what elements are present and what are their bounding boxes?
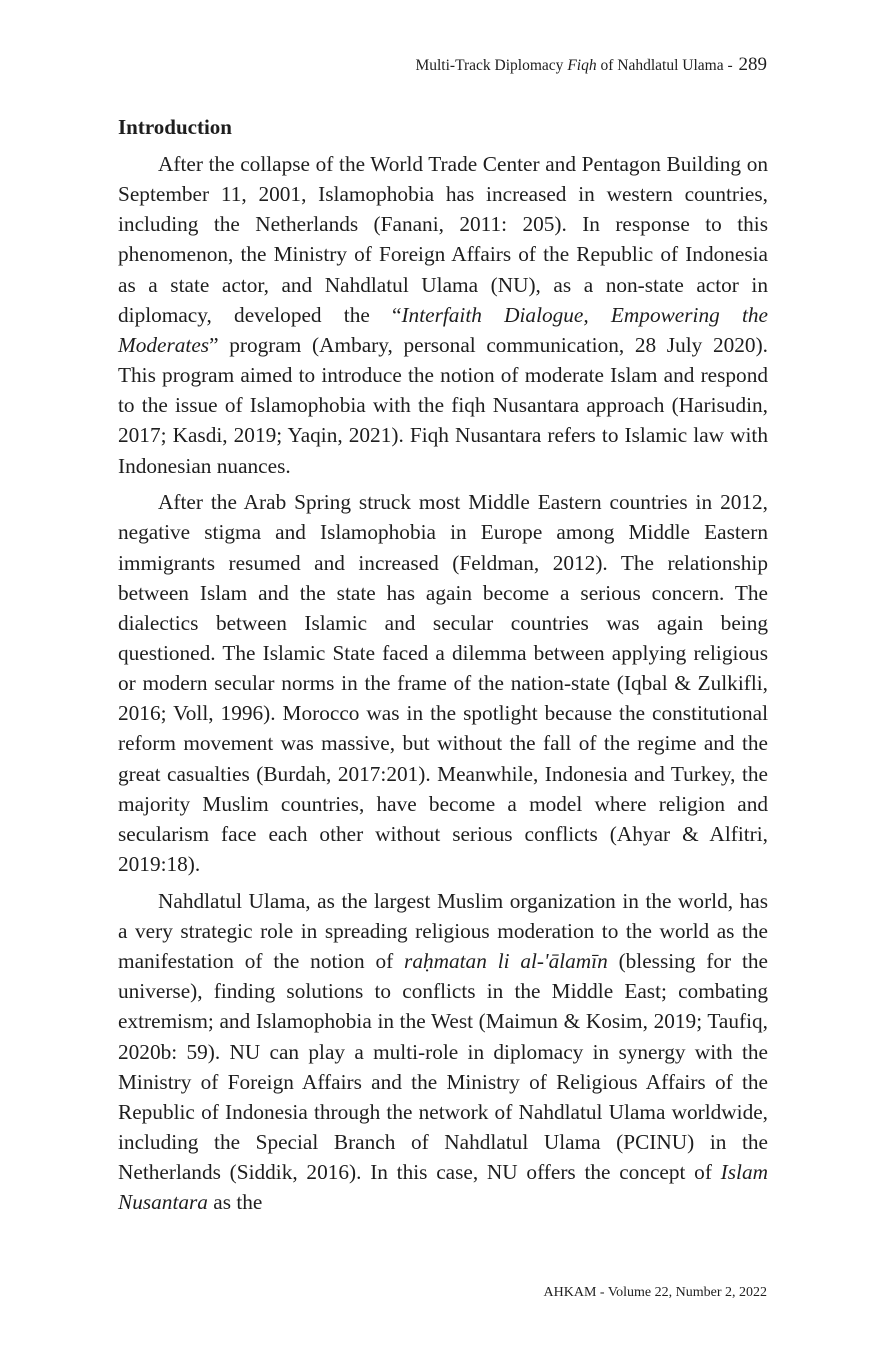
paragraph-3-term-islam-nusantara: Islam Nusantara xyxy=(118,1160,768,1215)
paragraph-3-text-c: as the xyxy=(207,1190,263,1215)
paragraph-3-text-b: (blessing for the universe), finding solutions to conflicts in the Middle East; combating extremism; and Islamophobia in the West (Maimun & Kosim, 2019; Taufiq, 2020b: 59). NU can play a multi-role in diplomacy in synergy with the Ministry of Foreign Affairs and the Ministry of Religious Affairs of the Republic of Indonesia through the network of Nahdlatul Ulama worldwide, including the Special Branch of Nahdlatul Ulama (PCINU) in the Netherlands (Siddik, 2016). In this case, NU offers the concept of xyxy=(118,949,768,1185)
header-title-em: Fiqh xyxy=(567,57,597,74)
paragraph-1-text-a: After the collapse of the World Trade Center and Pentagon Building on September 11, 2001, Islamophobia has increased in western countries, including the Netherlands (Fanani, 2011: 205). In response to this phenomenon, the Ministry of Foreign Affairs of the Republic of Indonesia as a state actor, and Nahdlatul Ulama (NU), as a non-state actor in diplomacy, developed the “ xyxy=(118,152,768,327)
paragraph-3 xyxy=(118,886,768,1218)
paragraph-1-text-b: ” program (Ambary, personal communication, 28 July 2020). This program aimed to introduce the notion of moderate Islam and respond to the issue of Islamophobia with the fiqh Nusantara approach (Harisudin, 2017; Kasdi, 2019; Yaqin, 2021). Fiqh Nusantara refers to Islamic law with Indonesian nuances. xyxy=(118,332,768,478)
header-title-pre: Multi-Track Diplomacy xyxy=(415,57,568,74)
header-title-post: of Nahdlatul Ulama xyxy=(596,57,724,74)
section-title: Introduction xyxy=(118,115,232,139)
body-text xyxy=(118,149,768,1224)
paragraph-1 xyxy=(118,149,768,481)
journal-footer: AHKAM - Volume 22, Number 2, 2022 xyxy=(543,1285,767,1300)
paragraph-1-program-name: Interfaith Dialogue, Empowering the Moderates xyxy=(118,302,768,357)
header-separator: - xyxy=(723,57,737,74)
running-header xyxy=(415,53,767,78)
paragraph-3-term-rahmatan: raḥmatan li al-'ālamīn xyxy=(404,949,608,974)
paragraph-2: After the Arab Spring struck most Middle Eastern countries in 2012, negative stigma and Islamophobia in Europe among Middle Eastern immigrants resumed and increased (Feldman, 2012). The relationship between Islam and the state has again become a serious concern. The dialectics between Islamic and secular countries was again being questioned. The Islamic State faced a dilemma between applying religious or modern secular norms in the frame of the nation-state (Iqbal & Zulkifli, 2016; Voll, 1996). Morocco was in the spotlight because the constitutional reform movement was massive, but without the fall of the regime and the great casualties (Burdah, 2017:201). Meanwhile, Indonesia and Turkey, the majority Muslim countries, have become a model where religion and secularism face each other without serious conflicts (Ahyar & Alfitri, 2019:18). xyxy=(118,490,768,877)
paragraph-3-text-a: Nahdlatul Ulama, as the largest Muslim organization in the world, has a very strategic role in spreading religious moderation to the world as the manifestation of the notion of xyxy=(118,888,768,974)
page-number: 289 xyxy=(738,54,767,75)
